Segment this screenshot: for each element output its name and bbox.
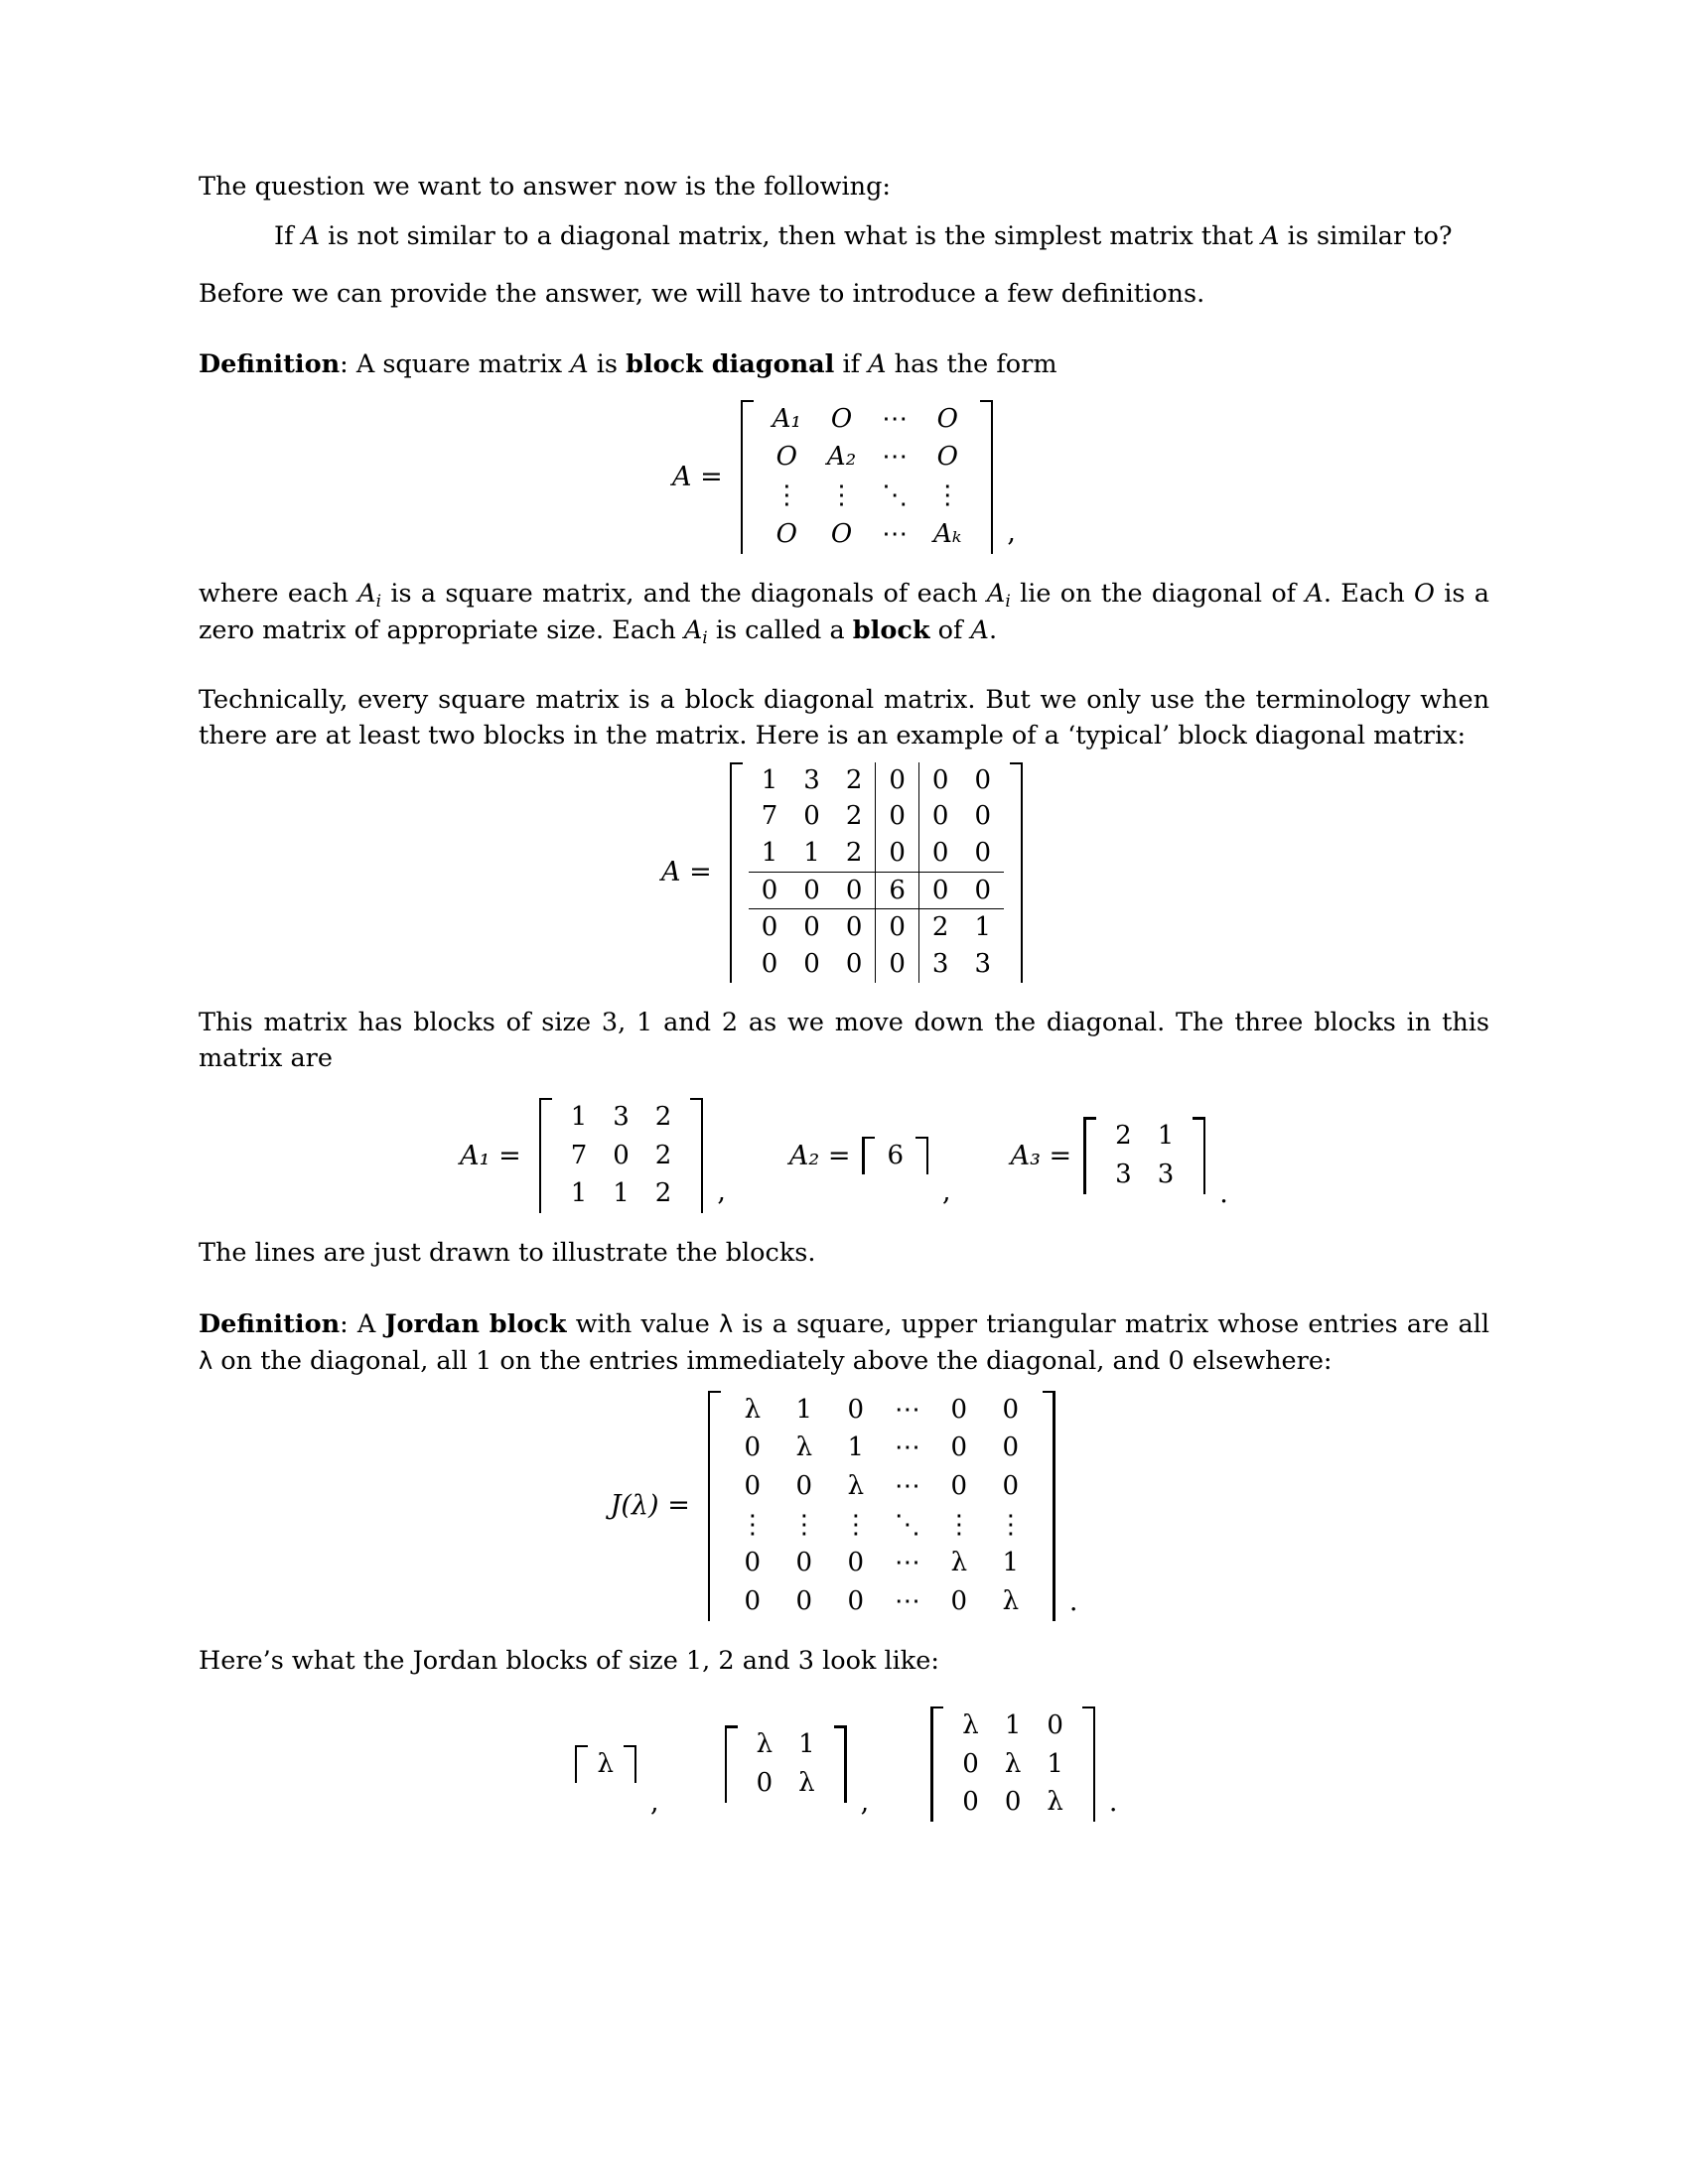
- matrix-cell: λ: [597, 1748, 614, 1779]
- matrix-cell: 3: [1115, 1160, 1132, 1190]
- matrix-cell: 1: [570, 1178, 588, 1209]
- var-Ai-3: [683, 615, 708, 649]
- matrix-cell: ⋮: [934, 480, 961, 511]
- matrix-row: [727, 1582, 1037, 1621]
- var-Ai-2: [986, 578, 1011, 612]
- term-block-diagonal: block diagonal: [626, 348, 835, 379]
- matrix-row: [744, 1725, 828, 1764]
- var-base: A: [986, 578, 1006, 609]
- matrix-lhs-symbol: J(λ): [610, 1490, 659, 1522]
- matrix-cell: λ: [1047, 1787, 1063, 1818]
- matrix-cell: λ: [798, 1767, 815, 1798]
- matrix-row: [749, 946, 1004, 983]
- right-bracket-icon: [1043, 1391, 1055, 1621]
- text-run: .: [988, 615, 998, 646]
- matrix-cell: 0: [795, 1548, 813, 1578]
- matrix-cell: 0: [974, 764, 991, 795]
- right-bracket-icon: [1082, 1706, 1095, 1822]
- matrix-cell: 2: [931, 912, 949, 943]
- matrix-cell: ⋮: [828, 480, 855, 511]
- matrix-block-diagonal-general: [199, 400, 1489, 554]
- matrix-cell: 0: [931, 801, 949, 832]
- matrix-cell: 0: [1047, 1709, 1063, 1740]
- matrix-cell: 1: [1157, 1121, 1175, 1152]
- matrix-cell: 0: [803, 801, 820, 832]
- matrix-row: [727, 1506, 1037, 1545]
- paragraph-lines-illustrate: The lines are just drawn to illustrate the blocks.: [199, 1238, 816, 1269]
- text-run: of: [929, 615, 971, 646]
- matrix-cell: λ: [847, 1471, 865, 1502]
- matrix-brackets: [535, 1098, 708, 1213]
- right-bracket-icon: [1193, 1117, 1205, 1193]
- matrix-cell: 1: [749, 835, 791, 872]
- matrix-cell: ⋮: [945, 1509, 972, 1540]
- definition-mid-jordan: with value: [566, 1309, 719, 1340]
- matrix-cell: 3: [613, 1102, 630, 1133]
- right-bracket-icon: [980, 400, 993, 554]
- matrix-cell: 0: [876, 798, 919, 835]
- matrix-row: [1102, 1156, 1187, 1194]
- equals-sign: =: [700, 461, 723, 492]
- matrix-trailing-punctuation: .: [1108, 1786, 1118, 1818]
- matrix-trailing-punctuation: ,: [860, 1786, 870, 1818]
- matrix-cell: ⋯: [894, 1471, 920, 1502]
- right-bracket-icon: [690, 1098, 703, 1213]
- matrix-cell: 3: [1157, 1160, 1175, 1190]
- matrix-brackets: [1079, 1117, 1209, 1193]
- equals-sign: =: [1049, 1140, 1072, 1171]
- matrix-cell: 0: [790, 872, 833, 909]
- quote-text-pre: If: [274, 221, 302, 252]
- matrix-cell: 2: [654, 1178, 672, 1209]
- left-bracket-icon: [1083, 1117, 1096, 1193]
- lambda-symbol: λ: [718, 1310, 734, 1339]
- matrix-trailing-punctuation: ,: [649, 1786, 659, 1818]
- matrix-cell: 1: [1002, 1548, 1020, 1578]
- matrix-row: [558, 1137, 685, 1175]
- matrix-cell: 2: [833, 762, 876, 799]
- matrix-cell: A₂: [826, 442, 857, 473]
- matrix-cell: 0: [847, 1548, 865, 1578]
- matrix-cell: Aₖ: [933, 518, 962, 549]
- matrix-row: [749, 762, 1004, 799]
- matrix-row: [727, 1391, 1037, 1430]
- matrix-cell: 0: [950, 1471, 968, 1502]
- var-subscript: i: [1005, 591, 1011, 612]
- matrix-cell: 0: [950, 1394, 968, 1425]
- matrix-row: [1102, 1117, 1187, 1156]
- matrix-cell: 1: [1047, 1748, 1063, 1779]
- matrix-cell: 3: [931, 949, 949, 980]
- definition-label-2: Definition: [199, 1309, 341, 1340]
- matrix-cell: 0: [1002, 1394, 1020, 1425]
- matrix-row: [744, 1764, 828, 1803]
- matrix-cell: λ: [1004, 1748, 1022, 1779]
- matrix-cell: 0: [931, 764, 949, 795]
- matrix-cell: 0: [961, 872, 1004, 909]
- matrix-cell: 0: [918, 872, 961, 909]
- definition-var-A-2: A: [868, 348, 887, 379]
- equals-sign: =: [667, 1490, 690, 1522]
- matrix-cell: 0: [962, 1748, 979, 1779]
- matrix-row: [749, 909, 1004, 946]
- matrix-row: [594, 1745, 618, 1784]
- matrix-trailing-punctuation: ,: [1007, 516, 1016, 548]
- matrix-lhs-A-example: [661, 857, 712, 887]
- left-bracket-icon: [862, 1137, 875, 1175]
- matrix-row: [949, 1745, 1076, 1784]
- matrix-cell: 0: [962, 1787, 979, 1818]
- matrix-cell: 0: [744, 1433, 762, 1463]
- matrix-cell: 0: [847, 1394, 865, 1425]
- definition-end-1: has the form: [886, 348, 1057, 379]
- definition-colon-2: : A: [340, 1309, 385, 1340]
- matrix-cell: 0: [756, 1767, 774, 1798]
- matrix-cell: 1: [570, 1102, 588, 1133]
- matrix-lhs-symbol: A₃: [1010, 1140, 1041, 1171]
- matrix-row: [727, 1429, 1037, 1467]
- matrix-cell: 0: [795, 1586, 813, 1617]
- lambda-symbol-2: λ: [199, 1346, 213, 1375]
- matrix-cell: 0: [876, 909, 919, 946]
- definition-colon-1: : A square matrix: [340, 348, 571, 379]
- matrix-cell: 7: [761, 801, 778, 832]
- matrix-cell: 1: [847, 1433, 865, 1463]
- matrix-brackets: [704, 1391, 1059, 1621]
- matrix-cell: 1: [790, 835, 833, 872]
- definition-rest-jordan: is a square, upper triangular matrix whose entries are all: [733, 1309, 1489, 1340]
- matrix-row: [558, 1098, 685, 1137]
- matrix-grid-jordan-3: [949, 1706, 1076, 1822]
- matrix-cell: ⋯: [882, 442, 909, 473]
- matrix-lhs-A1: [460, 1141, 521, 1171]
- matrix-cell: A₁: [772, 403, 801, 434]
- matrix-lhs-symbol: A₂: [788, 1140, 820, 1171]
- matrix-grid-general: [760, 400, 975, 554]
- matrix-cell: ⋱: [882, 480, 909, 511]
- matrix-lhs-symbol: A: [661, 857, 681, 888]
- matrix-brackets: [926, 1706, 1099, 1822]
- matrix-cell: 1: [613, 1178, 630, 1209]
- matrix-cell: 3: [803, 764, 820, 795]
- term-block: block: [852, 615, 930, 646]
- matrix-cell: O: [775, 518, 797, 549]
- matrix-cell: 1: [798, 1729, 815, 1760]
- matrix-grid-A3: [1102, 1117, 1187, 1193]
- matrix-brackets: [571, 1745, 640, 1784]
- matrix-cell: O: [936, 403, 958, 434]
- matrix-cell: 0: [1002, 1433, 1020, 1463]
- matrix-cell: 0: [950, 1433, 968, 1463]
- matrix-row: [749, 798, 1004, 835]
- matrix-cell: 0: [749, 872, 791, 909]
- left-bracket-icon: [741, 400, 754, 554]
- matrix-cell: ⋯: [882, 518, 909, 549]
- definition-block-diagonal: [199, 346, 1489, 382]
- matrix-cell: 2: [833, 835, 876, 872]
- var-subscript: i: [702, 628, 708, 649]
- var-Ai: [357, 578, 382, 612]
- matrix-row: [749, 835, 1004, 872]
- matrix-cell: ⋯: [882, 403, 909, 434]
- matrix-brackets: [737, 400, 998, 554]
- matrix-row: [949, 1706, 1076, 1745]
- text-run: . Each: [1323, 578, 1415, 609]
- right-bracket-icon: [834, 1725, 847, 1802]
- matrix-cell: 0: [833, 872, 876, 909]
- matrix-cell: 2: [654, 1102, 672, 1133]
- right-bracket-icon: [1010, 762, 1023, 983]
- matrix-row-jordan-examples: [199, 1706, 1489, 1822]
- equals-sign: =: [827, 1140, 851, 1171]
- matrix-cell: 1: [761, 764, 778, 795]
- matrix-cell: O: [936, 442, 958, 473]
- matrix-cell: λ: [962, 1709, 979, 1740]
- matrix-cell: 0: [961, 835, 1004, 872]
- matrix-cell: 0: [803, 912, 820, 943]
- var-subscript: i: [375, 591, 382, 612]
- matrix-cell: 0: [1004, 1787, 1022, 1818]
- matrix-brackets: [721, 1725, 851, 1802]
- matrix-cell: 0: [918, 835, 961, 872]
- matrix-row: [558, 1174, 685, 1213]
- quote-text-end: is similar to?: [1287, 221, 1453, 252]
- matrix-cell: 0: [876, 762, 919, 799]
- matrix-brackets: [726, 762, 1027, 983]
- right-bracket-icon: [624, 1745, 636, 1784]
- matrix-lhs-A: [672, 462, 723, 492]
- matrix-cell: ⋮: [774, 480, 800, 511]
- quote-var-A-2: A: [1261, 221, 1280, 252]
- matrix-cell: ⋯: [894, 1394, 920, 1425]
- matrix-grid-A1: [558, 1098, 685, 1213]
- matrix-lhs-symbol: A₁: [460, 1140, 491, 1171]
- matrix-brackets: [858, 1137, 932, 1175]
- paragraph-intro-question: The question we want to answer now is the following:: [199, 172, 891, 202]
- matrix-cell: 0: [744, 1586, 762, 1617]
- matrix-cell: 0: [950, 1586, 968, 1617]
- matrix-grid-example: [749, 762, 1004, 983]
- quote-var-A: A: [301, 221, 321, 252]
- text-run: is called a: [707, 615, 853, 646]
- matrix-grid-jordan-1: [594, 1745, 618, 1784]
- matrix-trailing-punctuation: .: [1219, 1178, 1228, 1210]
- matrix-lhs-A3: [1011, 1141, 1072, 1171]
- text-run: lie on the diagonal of: [1010, 578, 1306, 609]
- paragraph-jordan-sizes: Here’s what the Jordan blocks of size 1, 2 and 3 look like:: [199, 1645, 939, 1676]
- matrix-cell: 0: [744, 1548, 762, 1578]
- definition-var-A: A: [570, 348, 589, 379]
- matrix-trailing-punctuation: ,: [717, 1176, 726, 1208]
- matrix-cell: ⋮: [790, 1509, 817, 1540]
- matrix-row: [760, 477, 975, 515]
- matrix-cell: 0: [833, 909, 876, 946]
- matrix-row: [760, 515, 975, 554]
- equals-sign: =: [498, 1140, 521, 1171]
- matrix-cell: 3: [974, 949, 991, 980]
- matrix-cell: 2: [833, 798, 876, 835]
- matrix-row: [727, 1544, 1037, 1582]
- matrix-row: [949, 1783, 1076, 1822]
- matrix-row: [881, 1137, 910, 1175]
- text-run: where each: [199, 578, 358, 609]
- matrix-cell: 2: [654, 1140, 672, 1170]
- var-A: A: [1305, 578, 1324, 609]
- definition-jordan-block: [199, 1306, 1489, 1378]
- equals-sign: =: [689, 857, 712, 888]
- matrix-cell: 0: [876, 946, 919, 983]
- matrix-lhs-A2: [789, 1141, 851, 1171]
- left-bracket-icon: [930, 1706, 943, 1822]
- matrix-lhs-symbol: A: [672, 461, 692, 492]
- definition-mid-1: is: [588, 348, 627, 379]
- matrix-cell: ⋮: [842, 1509, 869, 1540]
- paragraph-blocks-sizes: This matrix has blocks of size 3, 1 and 2 as we move down the diagonal. The three blocks in this matrix are: [199, 1007, 1489, 1073]
- matrix-row: [760, 438, 975, 477]
- right-bracket-icon: [915, 1137, 928, 1175]
- matrix-cell: ⋮: [997, 1509, 1024, 1540]
- matrix-cell: O: [830, 518, 853, 549]
- left-bracket-icon: [730, 762, 743, 983]
- matrix-cell: 1: [974, 912, 991, 943]
- left-bracket-icon: [539, 1098, 552, 1213]
- var-base: A: [357, 578, 376, 609]
- matrix-grid-jordan: [727, 1391, 1037, 1621]
- left-bracket-icon: [725, 1725, 738, 1802]
- matrix-cell: λ: [795, 1433, 813, 1463]
- definition-label-1: Definition: [199, 348, 341, 379]
- paragraph-technically: Technically, every square matrix is a block diagonal matrix. But we only use the terminology when there are at least two blocks in the matrix. Here is an example of a ‘typical’ block diagonal matrix:: [199, 685, 1489, 751]
- matrix-cell: O: [775, 442, 797, 473]
- matrix-cell: ⋯: [894, 1548, 920, 1578]
- matrix-cell: ⋮: [739, 1509, 766, 1540]
- term-jordan-block: Jordan block: [384, 1309, 567, 1340]
- matrix-cell: ⋯: [894, 1586, 920, 1617]
- matrix-cell: 7: [570, 1140, 588, 1170]
- var-O: O: [1414, 578, 1435, 609]
- matrix-cell: O: [830, 403, 853, 434]
- matrix-cell: λ: [756, 1729, 774, 1760]
- definition-rest-jordan-2: on the diagonal, all 1 on the entries immediately above the diagonal, and 0 elsewhere:: [212, 1345, 1333, 1376]
- matrix-cell: 6: [876, 872, 919, 909]
- matrix-lhs-Jlambda: [611, 1490, 690, 1521]
- matrix-cell: 0: [974, 801, 991, 832]
- matrix-cell: 0: [761, 949, 778, 980]
- matrix-cell: 0: [795, 1471, 813, 1502]
- var-base: A: [683, 615, 703, 646]
- matrix-cell: λ: [744, 1394, 762, 1425]
- left-bracket-icon: [708, 1391, 721, 1621]
- matrix-cell: 0: [847, 1586, 865, 1617]
- matrix-cell: 1: [1004, 1709, 1022, 1740]
- left-bracket-icon: [575, 1745, 588, 1784]
- paragraph-where-each-Ai: [199, 576, 1489, 651]
- matrix-trailing-punctuation: ,: [942, 1176, 951, 1208]
- matrix-grid-A2: [881, 1137, 910, 1175]
- matrix-example-6x6: [199, 762, 1489, 983]
- matrix-row: [749, 872, 1004, 909]
- var-A-2: A: [970, 615, 989, 646]
- matrix-cell: 0: [1002, 1471, 1020, 1502]
- matrix-cell: 0: [744, 1471, 762, 1502]
- matrix-cell: 0: [803, 949, 820, 980]
- quote-text-mid: is not similar to a diagonal matrix, then what is the simplest matrix that: [320, 221, 1262, 252]
- matrix-cell: λ: [950, 1548, 968, 1578]
- text-run: is a square matrix, and the diagonals of each: [381, 578, 987, 609]
- matrix-cell: 0: [613, 1140, 630, 1170]
- matrix-cell: 2: [1115, 1121, 1132, 1152]
- matrix-cell: ⋯: [894, 1433, 920, 1463]
- matrix-cell: 0: [833, 946, 876, 983]
- definition-mid-2: if: [834, 348, 869, 379]
- matrix-cell: 0: [761, 912, 778, 943]
- matrix-jordan-general: [199, 1391, 1489, 1621]
- paragraph-before-answer: Before we can provide the answer, we will have to introduce a few definitions.: [199, 279, 1205, 310]
- matrix-grid-jordan-2: [744, 1725, 828, 1802]
- matrix-cell: 0: [876, 835, 919, 872]
- matrix-trailing-punctuation: .: [1068, 1585, 1078, 1617]
- matrix-row-blocks: [199, 1098, 1489, 1213]
- matrix-row: [727, 1467, 1037, 1506]
- indented-question-block: [274, 218, 1485, 254]
- matrix-row: [760, 400, 975, 439]
- matrix-cell: λ: [1002, 1586, 1020, 1617]
- text-run: is a zero matrix of appropriate size. Each: [199, 578, 1489, 646]
- matrix-cell: 6: [887, 1140, 905, 1170]
- matrix-cell: 1: [795, 1394, 813, 1425]
- matrix-cell: ⋱: [894, 1509, 920, 1540]
